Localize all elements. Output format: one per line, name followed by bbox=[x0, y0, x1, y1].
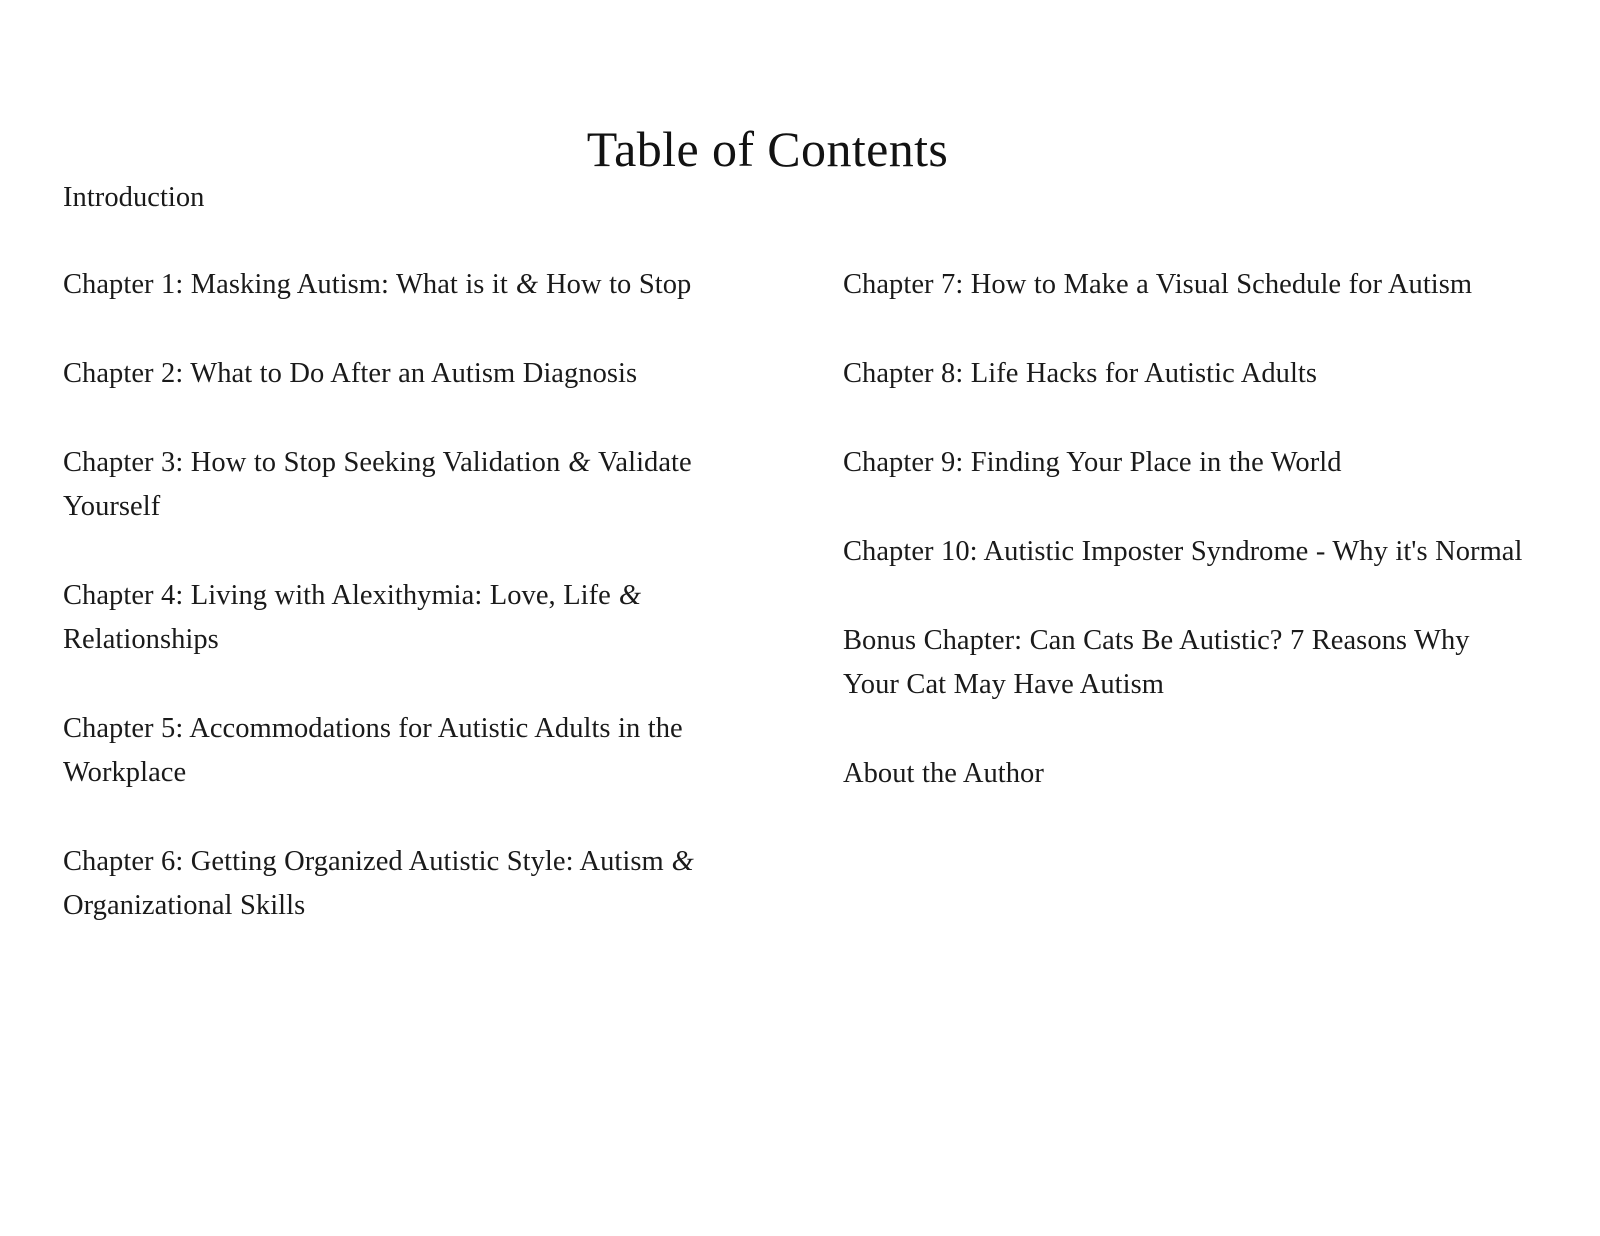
ampersand-glyph: & bbox=[515, 269, 539, 300]
toc-entry-about-author[interactable]: About the Author bbox=[843, 758, 1044, 789]
ampersand-glyph: & bbox=[671, 846, 694, 877]
toc-entry-chapter-5[interactable]: Chapter 5: Accommodations for Autistic Adults in the Workplace bbox=[63, 713, 683, 788]
toc-entry-chapter-4[interactable]: Chapter 4: Living with Alexithymia: Love, Life & Relationships bbox=[63, 580, 642, 655]
toc-entry-introduction[interactable]: Introduction bbox=[63, 182, 205, 213]
toc-column-right bbox=[843, 263, 1523, 796]
ampersand-glyph: & bbox=[568, 447, 591, 478]
toc-entry-chapter-7[interactable]: Chapter 7: How to Make a Visual Schedule for Autism bbox=[843, 269, 1473, 300]
toc-entry-chapter-6[interactable]: Chapter 6: Getting Organized Autistic Style: Autism & Organizational Skills bbox=[63, 846, 694, 921]
ampersand-glyph: & bbox=[618, 580, 642, 611]
toc-entry-chapter-10[interactable]: Chapter 10: Autistic Imposter Syndrome - Why it's Normal bbox=[843, 536, 1523, 567]
toc-entry-chapter-9[interactable]: Chapter 9: Finding Your Place in the World bbox=[843, 447, 1342, 478]
toc-entry-chapter-8[interactable]: Chapter 8: Life Hacks for Autistic Adults bbox=[843, 358, 1318, 389]
toc-entry-bonus-chapter[interactable]: Bonus Chapter: Can Cats Be Autistic? 7 Reasons Why Your Cat May Have Autism bbox=[843, 625, 1470, 700]
toc-entry-chapter-2[interactable]: Chapter 2: What to Do After an Autism Diagnosis bbox=[63, 358, 638, 389]
toc-entry-chapter-1[interactable]: Chapter 1: Masking Autism: What is it & How to Stop bbox=[63, 269, 692, 300]
page-title: Table of Contents bbox=[586, 120, 949, 177]
toc-column-left bbox=[63, 176, 763, 928]
toc-entry-chapter-3[interactable]: Chapter 3: How to Stop Seeking Validation & Validate Yourself bbox=[63, 447, 692, 522]
